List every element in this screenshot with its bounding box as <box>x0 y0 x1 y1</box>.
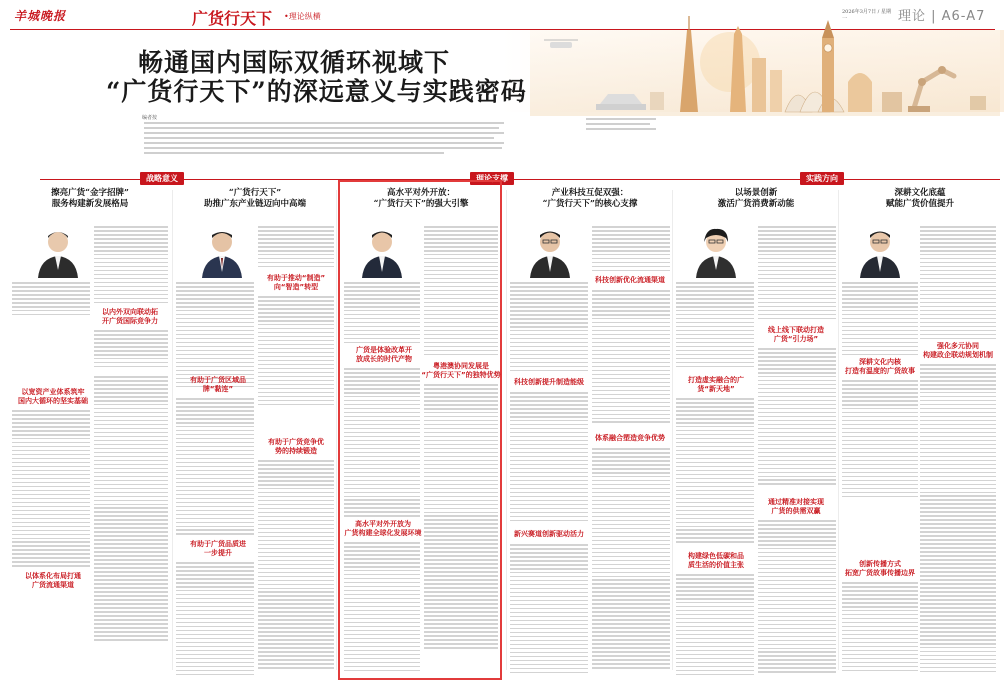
body-text <box>344 368 420 519</box>
body-text <box>592 290 670 425</box>
band-strategic-significance: 战略意义 <box>140 172 184 185</box>
body-text <box>258 226 334 270</box>
page-number: 理论 | A6-A7 <box>898 9 986 24</box>
column-title-6: 深耕文化底蕴 赋能广货价值提升 <box>885 188 954 209</box>
band-rule-left <box>40 179 1000 180</box>
body-text <box>842 582 918 674</box>
body-text <box>592 226 670 274</box>
subhead: 广货是体验改革开 放成长的时代产物 <box>356 346 412 363</box>
author-portrait-2 <box>200 226 244 278</box>
column-divider <box>336 190 337 670</box>
subhead: 高水平对外开放为 广货构建全球化发展环境 <box>344 520 422 537</box>
subhead: 粤港澳协同发展是 “广货行天下”的独特优势 <box>421 362 501 379</box>
subhead: 以内外双向联动拓 开广货国际竞争力 <box>102 308 158 325</box>
body-text <box>676 398 754 545</box>
body-text <box>258 296 334 408</box>
column-divider <box>172 190 173 670</box>
body-text <box>842 380 918 500</box>
column-title-3: 高水平对外开放： “广货行天下”的强大引擎 <box>373 188 469 209</box>
newspaper-logo: 羊城晚报 <box>14 9 67 23</box>
subhead: 有助于推动“制造” 向“智造”转型 <box>266 274 326 291</box>
body-text <box>920 364 996 675</box>
editor-note-label: 编者按 <box>142 115 158 121</box>
author-portrait-4 <box>528 226 572 278</box>
subhead: 体系融合塑造竞争优势 <box>595 434 665 442</box>
subhead: 通过精准对接实现 广货的供需双赢 <box>768 498 824 515</box>
subhead: 以体系化布局打通 广货流通渠道 <box>25 572 81 589</box>
band-practice-direction: 实践方向 <box>800 172 844 185</box>
body-text <box>344 282 420 346</box>
column-title-4: 产业科技互促双强： “广货行天下”的核心支撑 <box>542 188 638 209</box>
subhead: 深耕文化内核 打造有温度的广货故事 <box>845 358 915 375</box>
body-text <box>920 226 996 342</box>
subhead: 创新传播方式 拓宽广货故事传播边界 <box>845 560 915 577</box>
section-subtitle: •理论纵横 <box>284 12 321 21</box>
body-text <box>510 302 588 374</box>
column-title-5: 以场景创新 激活广货消费新动能 <box>717 188 795 209</box>
body-text <box>176 562 254 678</box>
body-text <box>842 282 918 358</box>
body-text <box>258 460 334 671</box>
body-text <box>344 542 420 673</box>
body-text <box>12 410 90 569</box>
editor-note <box>96 112 900 164</box>
body-text <box>592 448 670 671</box>
author-portrait-5 <box>694 226 738 278</box>
body-text <box>758 520 836 675</box>
body-text <box>510 544 588 675</box>
body-text <box>510 392 588 523</box>
body-text <box>758 226 836 322</box>
body-text <box>676 282 754 370</box>
subhead: 科技创新提升制造能级 <box>514 378 584 386</box>
subhead: 有助于广货竞争优 势的持续锻造 <box>268 438 324 455</box>
date-line: 2026年3月7日 / 星期一 <box>842 9 891 22</box>
subhead: 有助于广货品质进 一步提升 <box>190 540 246 557</box>
column-title-2: “广货行天下” 助推广东产业链迈向中高端 <box>203 188 306 209</box>
author-portrait-1 <box>36 226 80 278</box>
subhead: 线上线下联动打造 广货“引力场” <box>768 326 824 343</box>
subhead: 新兴赛道创新驱动活力 <box>514 530 584 538</box>
body-text <box>510 282 588 302</box>
body-text <box>94 226 168 306</box>
body-text <box>176 398 254 537</box>
band-theoretical-support: 理论支撑 <box>470 172 514 185</box>
subhead: 有助于广货区域品 牌“黏连” <box>190 376 246 393</box>
body-text <box>758 348 836 487</box>
headline-line-2: “广货行天下”的深远意义与实践密码 <box>106 77 527 106</box>
author-portrait-6 <box>858 226 902 278</box>
body-text <box>676 574 754 678</box>
subhead: 科技创新优化流通渠道 <box>595 276 665 284</box>
body-text <box>176 282 254 390</box>
column-divider <box>506 190 507 670</box>
subhead: 构建绿色低碳和品 质生活的价值主张 <box>688 552 744 569</box>
editor-credit <box>586 118 676 133</box>
body-text <box>12 282 90 318</box>
subhead: 以宽资产业体系筑牢 国内大循环的坚实基础 <box>18 388 88 405</box>
body-text <box>94 330 168 370</box>
body-text <box>424 226 498 357</box>
body-text <box>424 384 498 651</box>
column-divider <box>838 190 839 670</box>
column-divider <box>672 190 673 670</box>
body-text <box>94 376 168 643</box>
column-title-1: 擦亮广货“金字招牌” 服务构建新发展格局 <box>51 188 129 209</box>
city-skyline-illustration <box>530 12 1000 116</box>
headline-line-1: 畅通国内国际双循环视域下 <box>138 48 451 77</box>
editor-note-text <box>144 122 504 157</box>
subhead: 打造虚实融合的广 货“新天地” <box>688 376 744 393</box>
subhead: 强化多元协同 构建政企联动规划机制 <box>923 342 993 359</box>
section-title: 广货行天下 <box>192 9 273 28</box>
